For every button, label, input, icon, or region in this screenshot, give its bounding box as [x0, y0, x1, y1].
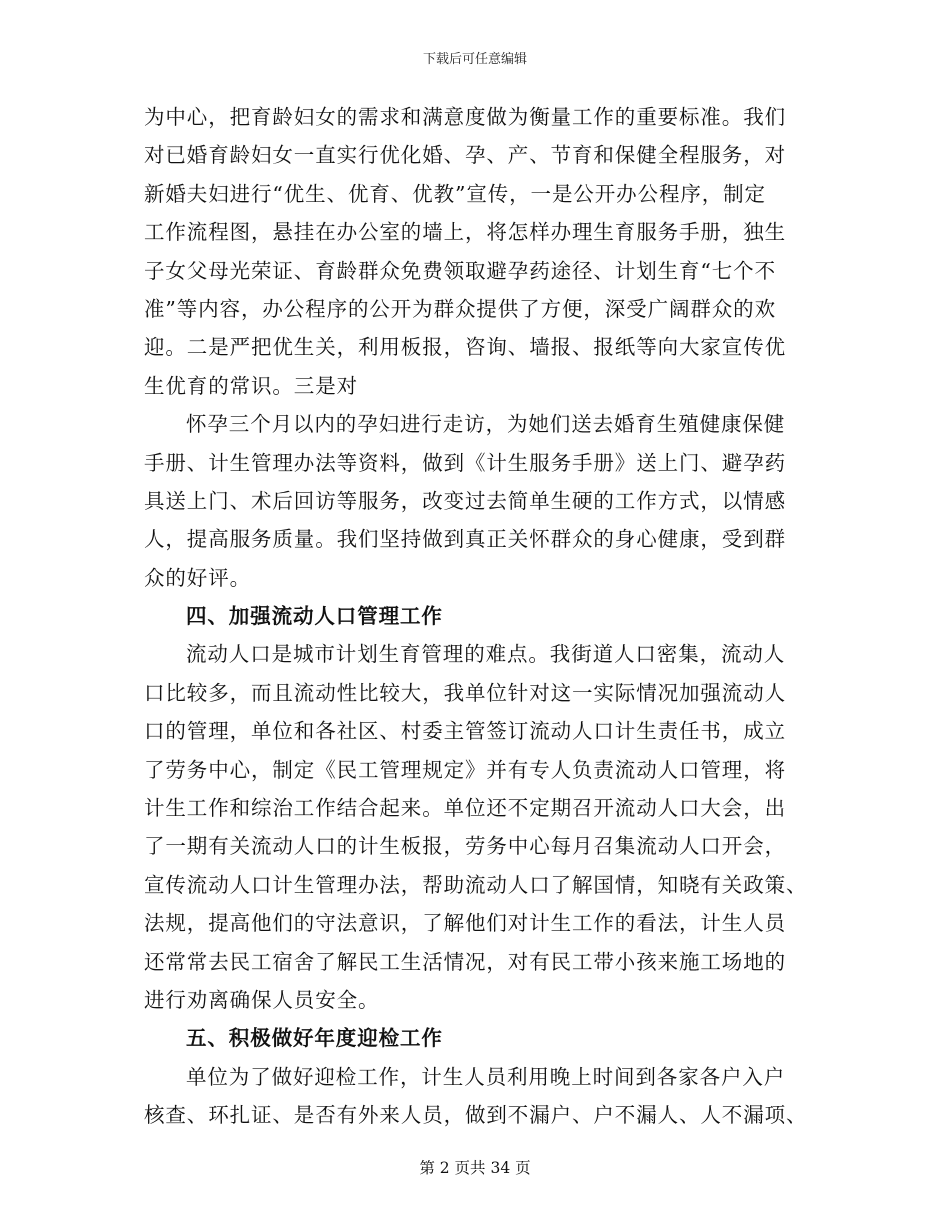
text-line: 工作流程图，悬挂在办公室的墙上，将怎样办理生育服务手册，独生 [144, 220, 786, 245]
text-line: 为中心，把育龄妇女的需求和满意度做为衡量工作的重要标准。我们 [144, 105, 786, 129]
text-line: 了一期有关流动人口的计生板报，劳务中心每月召集流动人口开会， [144, 834, 786, 859]
text-line: 人，提高服务质量。我们坚持做到真正关怀群众的身心健康，受到群 [144, 527, 786, 552]
text-line: 还常常去民工宿舍了解民工生活情况，对有民工带小孩来施工场地的 [144, 949, 786, 974]
text-line: 对已婚育龄妇女一直实行优化婚、孕、产、节育和保健全程服务，对 [144, 143, 786, 168]
text-line: 子女父母光荣证、育龄群众免费领取避孕药途径、计划生育“七个不 [144, 258, 776, 283]
text-line: 生优育的常识。三是对 [144, 373, 358, 398]
body-text [144, 98, 816, 1135]
text-line: 流动人口是城市计划生育管理的难点。我街道人口密集，流动人 [186, 642, 786, 667]
text-line: 怀孕三个月以内的孕妇进行走访，为她们送去婚育生殖健康保健 [186, 412, 786, 437]
text-line: 计生工作和综治工作结合起来。单位还不定期召开流动人口大会，出 [144, 796, 786, 821]
text-line: 准”等内容，办公程序的公开为群众提供了方便，深受广阔群众的欢 [144, 296, 776, 321]
text-line: 众的好评。 [144, 565, 251, 590]
text-line: 口的管理，单位和各社区、村委主管签订流动人口计生责任书，成立 [144, 719, 786, 744]
text-line: 新婚夫妇进行“优生、优育、优教”宣传，一是公开办公程序，制定 [144, 181, 766, 206]
text-line: 口比较多，而且流动性比较大，我单位针对这一实际情况加强流动人 [144, 680, 786, 705]
text-line: 进行劝离确保人员安全。 [144, 987, 380, 1012]
text-line: 核查、环扎证、是否有外来人员，做到不漏户、户不漏人、人不漏项、 [144, 1103, 808, 1128]
section-heading: 四、加强流动人口管理工作 [186, 604, 443, 629]
text-line: 单位为了做好迎检工作，计生人员利用晚上时间到各家各户入户 [186, 1064, 786, 1089]
text-line: 法规，提高他们的守法意识，了解他们对计生工作的看法，计生人员 [144, 911, 786, 936]
page-number: 第 2 页共 34 页 [419, 1159, 531, 1177]
text-line: 手册、计生管理办法等资料，做到《计生服务手册》送上门、避孕药 [144, 450, 786, 475]
text-line: 具送上门、术后回访等服务，改变过去简单生硬的工作方式，以情感 [144, 488, 786, 513]
header-note: 下载后可任意编辑 [422, 52, 527, 67]
text-line: 迎。二是严把优生关，利用板报，咨询、墙报、报纸等向大家宣传优 [144, 335, 786, 360]
text-line: 了劳务中心，制定《民工管理规定》并有专人负责流动人口管理，将 [144, 757, 786, 782]
text-line: 宣传流动人口计生管理办法，帮助流动人口了解国情，知晓有关政策、 [144, 872, 808, 897]
section-heading: 五、积极做好年度迎检工作 [186, 1026, 443, 1051]
